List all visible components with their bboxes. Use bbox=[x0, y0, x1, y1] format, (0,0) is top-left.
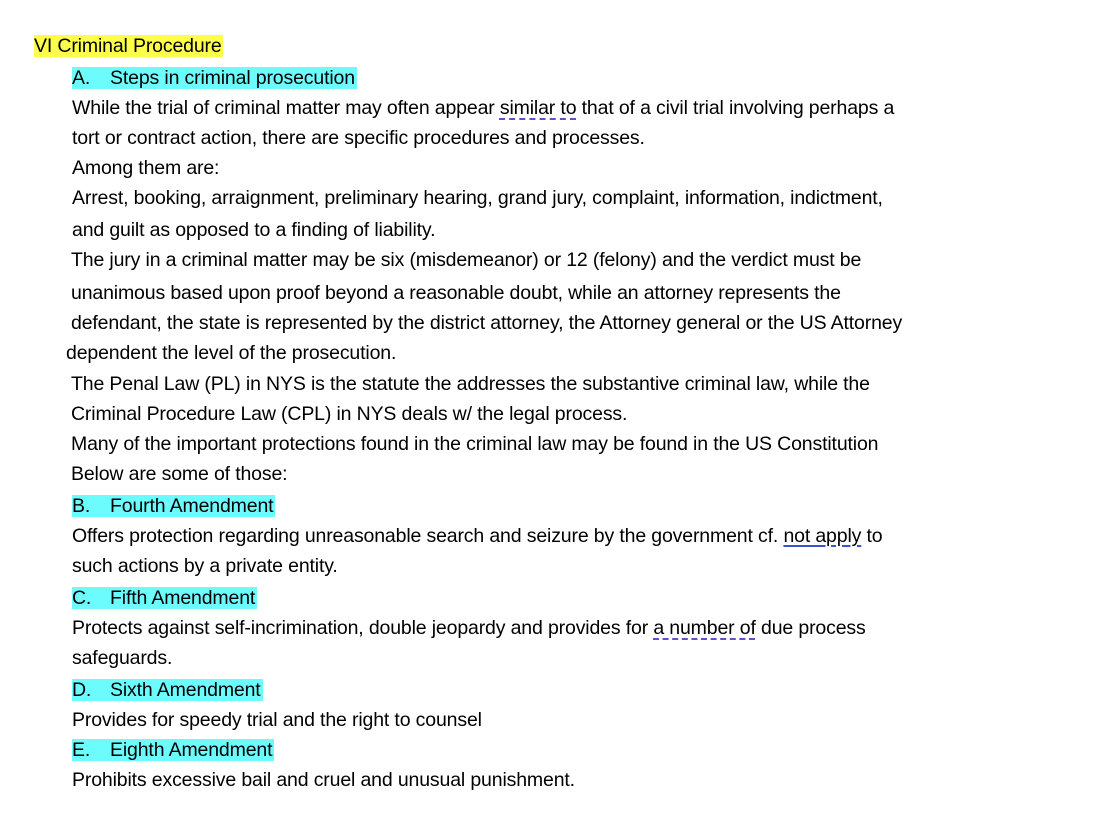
section-e-letter: E. bbox=[72, 739, 91, 761]
section-heading-c bbox=[72, 585, 257, 611]
section-d-letter: D. bbox=[72, 679, 92, 701]
paragraph-line: Below are some of those: bbox=[71, 463, 288, 485]
paragraph-line: Many of the important protections found in the criminal law may be found in the US Constitution bbox=[71, 433, 879, 455]
text-run: Protects against self-incrimination, double jeopardy and provides for bbox=[72, 617, 654, 639]
section-d-title: Sixth Amendment bbox=[110, 679, 261, 701]
section-heading-a bbox=[72, 65, 357, 91]
section-heading-b bbox=[72, 493, 275, 519]
section-heading-e bbox=[72, 737, 274, 763]
section-e-highlight bbox=[72, 739, 274, 761]
paragraph-line: unanimous based upon proof beyond a reasonable doubt, while an attorney represents the bbox=[71, 282, 841, 304]
paragraph-line: Among them are: bbox=[72, 157, 220, 179]
section-a-highlight bbox=[72, 67, 357, 89]
text-run: due process bbox=[755, 617, 866, 639]
paragraph-line: Provides for speedy trial and the right to counsel bbox=[72, 709, 482, 731]
paragraph-line: The jury in a criminal matter may be six (misdemeanor) or 12 (felony) and the verdict must be bbox=[71, 249, 862, 271]
paragraph-line: and guilt as opposed to a finding of liability. bbox=[72, 219, 436, 241]
paragraph-line: Criminal Procedure Law (CPL) in NYS deals w/ the legal process. bbox=[71, 403, 628, 425]
section-d-highlight bbox=[72, 679, 263, 701]
grammar-flag-a-number-of[interactable]: a number of bbox=[653, 617, 756, 639]
document-heading bbox=[34, 33, 223, 59]
paragraph-line bbox=[72, 95, 894, 121]
paragraph-line: safeguards. bbox=[72, 647, 173, 669]
paragraph-line: such actions by a private entity. bbox=[72, 555, 338, 577]
paragraph-line bbox=[72, 615, 866, 641]
section-a-letter: A. bbox=[72, 67, 91, 89]
text-run: to bbox=[861, 525, 883, 547]
section-c-title: Fifth Amendment bbox=[110, 587, 256, 609]
text-run: Offers protection regarding unreasonable search and seizure by the government cf. bbox=[72, 525, 784, 547]
section-e-title: Eighth Amendment bbox=[110, 739, 273, 761]
paragraph-line: Prohibits excessive bail and cruel and unusual punishment. bbox=[72, 769, 575, 791]
section-a-title: Steps in criminal prosecution bbox=[110, 67, 355, 89]
text-run: that of a civil trial involving perhaps a bbox=[576, 97, 895, 119]
text-run: While the trial of criminal matter may often appear bbox=[72, 97, 500, 119]
section-c-letter: C. bbox=[72, 587, 92, 609]
heading-text: VI Criminal Procedure bbox=[34, 35, 222, 57]
section-b-letter: B. bbox=[72, 495, 91, 517]
section-c-highlight bbox=[72, 587, 257, 609]
section-b-title: Fourth Amendment bbox=[110, 495, 274, 517]
grammar-flag-not-apply[interactable]: not apply bbox=[783, 525, 862, 547]
grammar-flag-similar-to[interactable]: similar to bbox=[499, 97, 577, 119]
paragraph-line bbox=[72, 523, 882, 549]
section-b-highlight bbox=[72, 495, 275, 517]
paragraph-line: Arrest, booking, arraignment, preliminary hearing, grand jury, complaint, information, indictment, bbox=[72, 187, 883, 209]
paragraph-line: dependent the level of the prosecution. bbox=[66, 342, 397, 364]
paragraph-line: tort or contract action, there are specific procedures and processes. bbox=[72, 127, 645, 149]
paragraph-line: The Penal Law (PL) in NYS is the statute the addresses the substantive criminal law, while the bbox=[71, 373, 870, 395]
paragraph-line: defendant, the state is represented by the district attorney, the Attorney general or the US Attorney bbox=[71, 312, 903, 334]
section-heading-d bbox=[72, 677, 263, 703]
